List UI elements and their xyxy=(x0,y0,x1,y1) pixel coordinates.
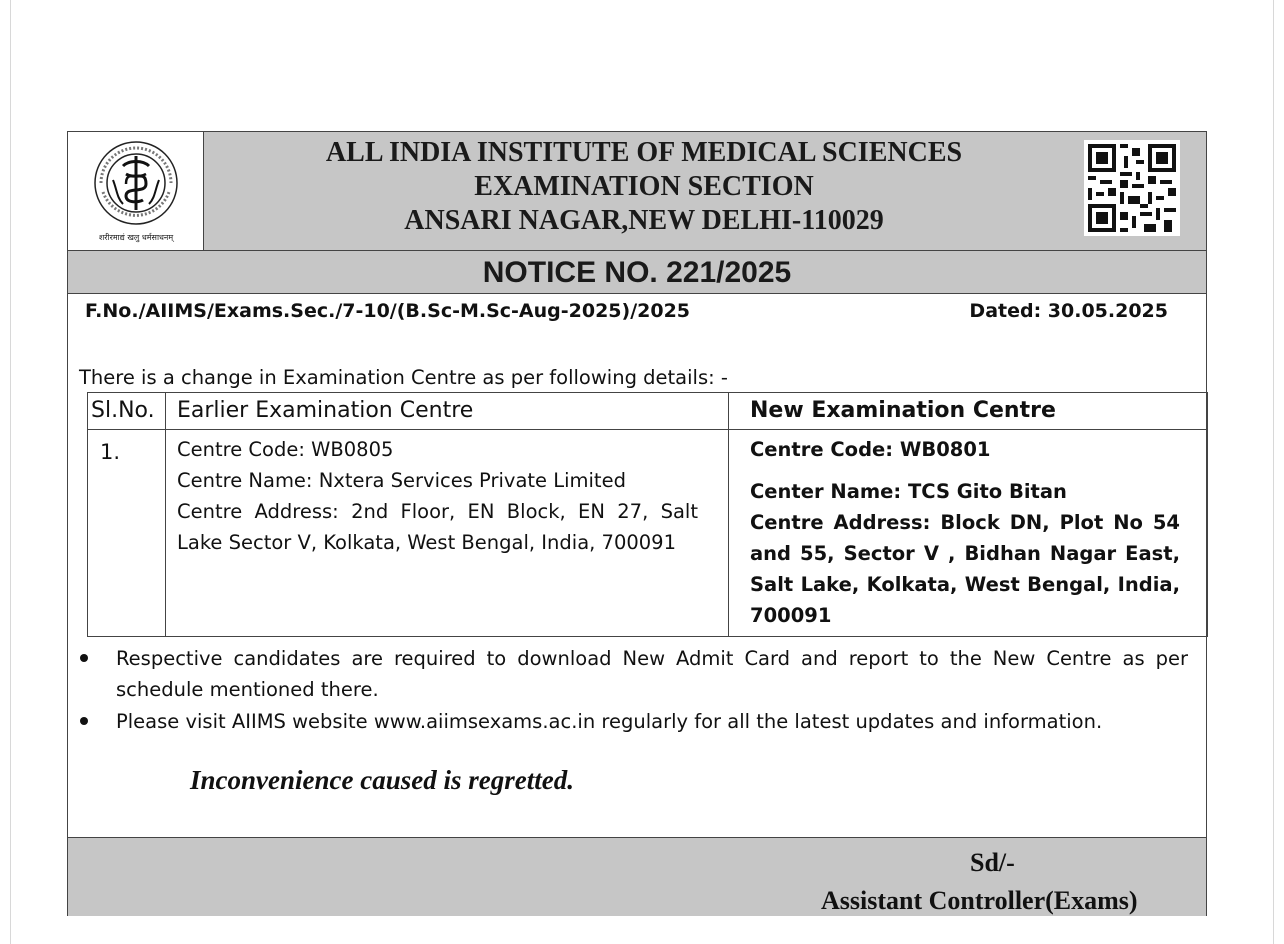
earlier-centre-details xyxy=(166,430,729,637)
instruction-text: Please visit AIIMS website www.aiimsexams.ac.in regularly for all the latest updates and information. xyxy=(116,710,1103,733)
earlier-centre-address: Centre Address: 2nd Floor, EN Block, EN 27, Salt Lake Sector V, Kolkata, West Bengal, India, 700091 xyxy=(177,500,698,554)
letterhead xyxy=(68,132,1206,251)
section-name: EXAMINATION SECTION xyxy=(474,171,814,202)
list-item xyxy=(68,643,1188,705)
bullet-icon xyxy=(80,654,88,662)
intro-text: There is a change in Examination Centre as per following details: - xyxy=(79,366,728,389)
row-sl-no: 1. xyxy=(88,430,166,637)
earlier-centre-code: Centre Code: WB0805 xyxy=(177,438,394,461)
new-centre-name: Center Name: TCS Gito Bitan xyxy=(750,480,1067,503)
header-new-centre: New Examination Centre xyxy=(729,393,1208,430)
list-item xyxy=(68,706,1188,737)
aiims-emblem-icon xyxy=(93,140,179,226)
signer-designation: Assistant Controller(Exams) xyxy=(821,886,1138,915)
table-header-row xyxy=(88,393,1208,430)
header-earlier-centre: Earlier Examination Centre xyxy=(166,393,729,430)
institute-heading xyxy=(204,136,1084,238)
signed-mark: Sd/- xyxy=(970,848,1015,877)
header-sl-no: Sl.No. xyxy=(88,393,166,430)
logo-cell xyxy=(68,132,204,250)
page-edge-left xyxy=(10,0,11,944)
notice-date: Dated: 30.05.2025 xyxy=(969,300,1168,322)
regret-note: Inconvenience caused is regretted. xyxy=(190,765,574,795)
notice-number: NOTICE NO. 221/2025 xyxy=(68,251,1206,294)
institute-address: ANSARI NAGAR,NEW DELHI-110029 xyxy=(404,205,884,236)
new-centre-address: Centre Address: Block DN, Plot No 54 and 55, Sector V , Bidhan Nagar East, Salt Lake, Kolkata, West Bengal, India, 700091 xyxy=(750,511,1180,627)
logo-motto: शरीरमाद्यं खलु धर्मसाधनम् xyxy=(98,233,174,242)
file-number: F.No./AIIMS/Exams.Sec./7-10/(B.Sc-M.Sc-Aug-2025)/2025 xyxy=(85,300,691,322)
qr-code-icon xyxy=(1084,140,1180,236)
new-centre-details xyxy=(729,430,1208,637)
bullet-icon xyxy=(80,717,88,725)
new-centre-code: Centre Code: WB0801 xyxy=(750,438,991,461)
signature-block xyxy=(68,837,1206,916)
notice-document xyxy=(67,131,1207,916)
institute-name: ALL INDIA INSTITUTE OF MEDICAL SCIENCES xyxy=(325,137,963,168)
page-edge-right xyxy=(1273,0,1274,944)
instruction-text: Respective candidates are required to download New Admit Card and report to the New Centre as per schedule mentioned there. xyxy=(116,647,1188,701)
centre-change-table xyxy=(87,392,1208,637)
earlier-centre-name: Centre Name: Nxtera Services Private Limited xyxy=(177,469,626,492)
instructions-list xyxy=(68,643,1188,738)
table-row xyxy=(88,430,1208,637)
